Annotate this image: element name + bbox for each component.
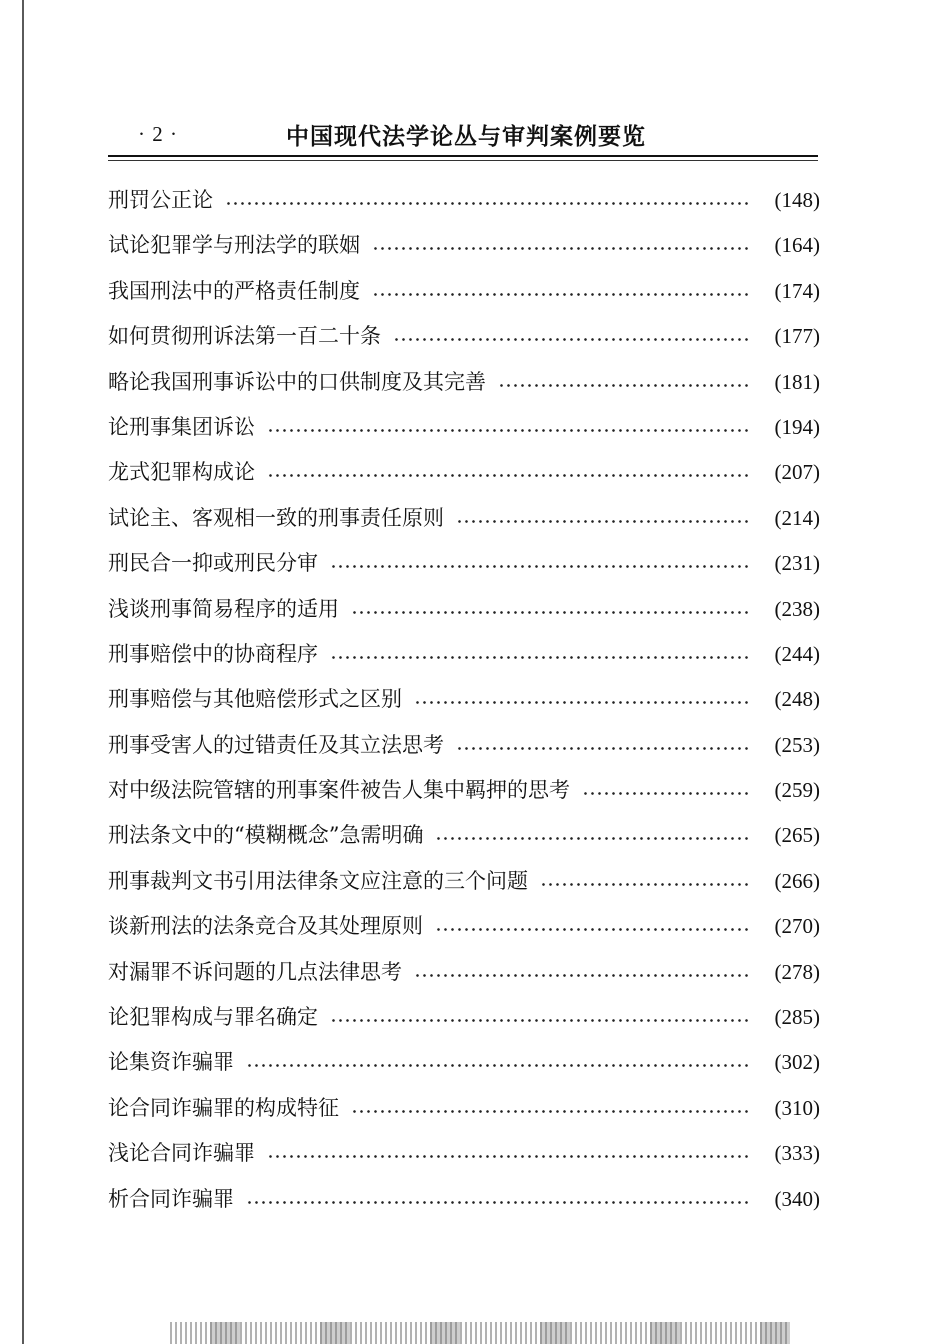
toc-entry	[108, 950, 820, 995]
toc-entry-title: 刑事受害人的过错责任及其立法思考	[108, 732, 444, 757]
toc-entry-title: 试论犯罪学与刑法学的联姻	[108, 233, 360, 258]
toc-entry-title: 析合同诈骗罪	[108, 1186, 234, 1211]
toc-entry	[108, 723, 820, 768]
toc-entry-title: 刑事裁判文书引用法律条文应注意的三个问题	[108, 868, 528, 893]
header-divider-thin	[108, 160, 818, 161]
page-header	[108, 118, 818, 154]
toc-entry-page: (310)	[774, 1095, 820, 1120]
toc-dot-leader	[372, 269, 750, 314]
toc-entry-title: 我国刑法中的严格责任制度	[108, 278, 360, 303]
toc-dot-leader	[435, 904, 750, 949]
toc-entry-page: (214)	[774, 505, 820, 530]
toc-entry-title: 刑罚公正论	[108, 188, 213, 212]
toc-dot-leader	[435, 813, 750, 858]
toc-entry-title: 论集资诈骗罪	[108, 1050, 234, 1075]
toc-dot-leader	[246, 1177, 750, 1222]
toc-entry-page: (148)	[774, 188, 820, 212]
toc-dot-leader	[456, 723, 750, 768]
toc-entry-title: 刑法条文中的“模糊概念”急需明确	[108, 823, 424, 848]
toc-entry	[108, 541, 820, 586]
toc-entry-page: (238)	[774, 596, 820, 621]
toc-dot-leader	[225, 178, 750, 223]
toc-dot-leader	[267, 450, 750, 495]
toc-entry-page: (164)	[774, 233, 820, 258]
book-title: 中国现代法学论丛与审判案例要览	[286, 124, 646, 150]
toc-entry	[108, 859, 820, 904]
toc-dot-leader	[393, 314, 750, 359]
toc-entry-page: (270)	[774, 914, 820, 939]
toc-dot-leader	[351, 1086, 750, 1131]
page-binding-edge	[22, 0, 24, 1344]
toc-entry-page: (265)	[774, 823, 820, 848]
toc-entry	[108, 995, 820, 1040]
toc-entry-page: (194)	[774, 414, 820, 439]
page-number: · 2 ·	[138, 122, 178, 146]
toc-entry-title: 论刑事集团诉讼	[108, 414, 255, 439]
toc-entry-title: 试论主、客观相一致的刑事责任原则	[108, 505, 444, 530]
toc-entry-title: 刑事赔偿中的协商程序	[108, 641, 318, 666]
toc-entry-title: 对漏罪不诉问题的几点法律思考	[108, 959, 402, 984]
toc-entry-page: (333)	[774, 1141, 820, 1166]
toc-entry-page: (231)	[774, 551, 820, 576]
toc-entry	[108, 1177, 820, 1222]
toc-entry-page: (181)	[774, 369, 820, 394]
toc-dot-leader	[540, 859, 750, 904]
toc-entry-title: 略论我国刑事诉讼中的口供制度及其完善	[108, 369, 486, 394]
toc-entry-page: (207)	[774, 460, 820, 485]
toc-dot-leader	[330, 541, 750, 586]
toc-entry	[108, 904, 820, 949]
toc-entry-title: 谈新刑法的法条竞合及其处理原则	[108, 914, 423, 939]
toc-entry-page: (302)	[774, 1050, 820, 1075]
toc-entry-title: 龙式犯罪构成论	[108, 460, 255, 485]
toc-entry-page: (177)	[774, 324, 820, 349]
toc-dot-leader	[456, 496, 750, 541]
toc-entry-title: 论合同诈骗罪的构成特征	[108, 1095, 339, 1120]
toc-entry-page: (285)	[774, 1005, 820, 1030]
toc-dot-leader	[582, 768, 750, 813]
toc-entry	[108, 360, 820, 405]
toc-entry-title: 刑民合一抑或刑民分审	[108, 551, 318, 576]
toc-dot-leader	[330, 995, 750, 1040]
toc-entry-page: (248)	[774, 687, 820, 712]
toc-dot-leader	[246, 1040, 750, 1085]
header-divider	[108, 155, 818, 157]
toc-entry	[108, 813, 820, 858]
toc-entry	[108, 632, 820, 677]
toc-entry-title: 刑事赔偿与其他赔偿形式之区别	[108, 687, 402, 712]
toc-dot-leader	[498, 360, 750, 405]
toc-entry	[108, 768, 820, 813]
toc-entry	[108, 223, 820, 268]
toc-entry-page: (253)	[774, 732, 820, 757]
toc-entry-title: 如何贯彻刑诉法第一百二十条	[108, 324, 381, 349]
toc-dot-leader	[414, 950, 750, 995]
toc-entry-title: 对中级法院管辖的刑事案件被告人集中羁押的思考	[108, 778, 570, 803]
toc-entry-page: (278)	[774, 959, 820, 984]
scan-artifact	[170, 1322, 790, 1344]
toc-entry-page: (259)	[774, 778, 820, 803]
toc-entry	[108, 450, 820, 495]
toc-entry	[108, 314, 820, 359]
toc-dot-leader	[267, 1131, 750, 1176]
toc-entry-title: 论犯罪构成与罪名确定	[108, 1005, 318, 1030]
toc-dot-leader	[351, 587, 750, 632]
toc-entry	[108, 269, 820, 314]
table-of-contents	[108, 178, 820, 1222]
toc-entry	[108, 677, 820, 722]
toc-entry-page: (244)	[774, 641, 820, 666]
toc-dot-leader	[330, 632, 750, 677]
toc-entry	[108, 1131, 820, 1176]
toc-entry	[108, 587, 820, 632]
toc-entry-title: 浅谈刑事简易程序的适用	[108, 596, 339, 621]
toc-entry	[108, 1040, 820, 1085]
toc-entry-title: 浅论合同诈骗罪	[108, 1141, 255, 1166]
toc-entry-page: (266)	[774, 868, 820, 893]
toc-entry	[108, 178, 820, 223]
toc-dot-leader	[267, 405, 750, 450]
toc-entry-page: (340)	[774, 1186, 820, 1211]
toc-entry	[108, 496, 820, 541]
toc-entry-page: (174)	[774, 278, 820, 303]
toc-entry	[108, 1086, 820, 1131]
toc-entry	[108, 405, 820, 450]
toc-dot-leader	[372, 223, 750, 268]
toc-dot-leader	[414, 677, 750, 722]
